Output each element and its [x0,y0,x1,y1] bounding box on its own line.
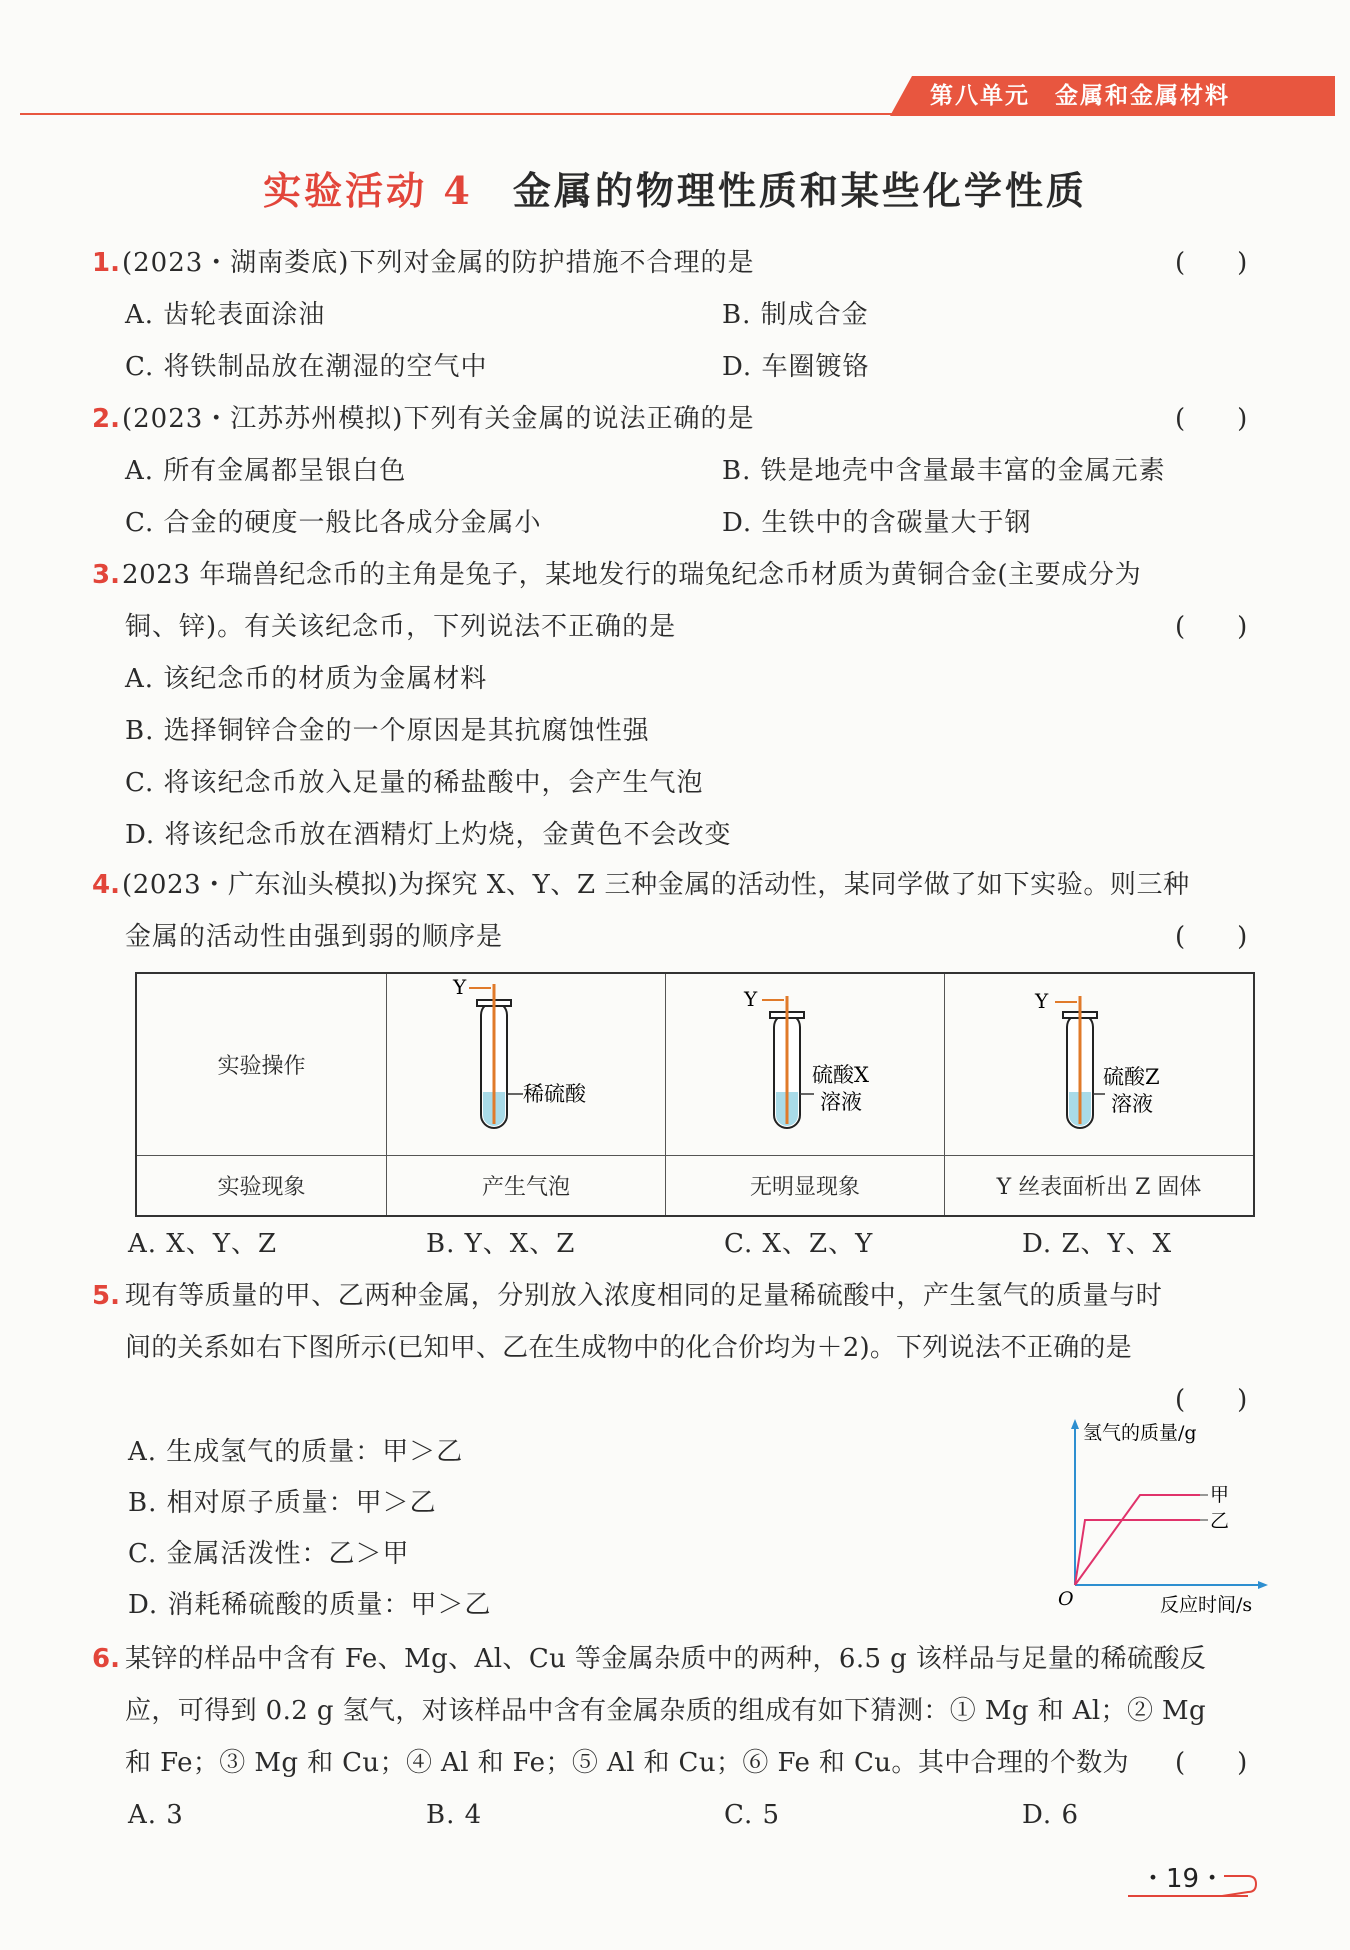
graph-label-yi: 乙 [1210,1510,1230,1532]
q5-option-d: D. 消耗稀硫酸的质量：甲＞乙 [128,1590,492,1620]
q4-option-a: A. X、Y、Z [128,1229,278,1259]
q6-number: 6. [92,1644,120,1674]
q1-option-a: A. 齿轮表面涂油 [125,300,326,330]
table-head-operation: 实验操作 [136,973,387,1156]
q2-option-c: C. 合金的硬度一般比各成分金属小 [125,508,542,538]
q6-stem-line1: 某锌的样品中含有 Fe、Mg、Al、Cu 等金属杂质中的两种，6.5 g 该样品与足量的稀硫酸反 [125,1644,1207,1674]
graph-ylabel: 氢气的质量/g [1083,1422,1197,1444]
q5-option-c: C. 金属活泼性：乙＞甲 [128,1539,410,1569]
tube3-metal: Y [1035,989,1049,1013]
tube-cell-1 [387,973,666,1156]
tube-cell-3 [945,973,1255,1156]
q5-stem-line1: 现有等质量的甲、乙两种金属，分别放入浓度相同的足量稀硫酸中，产生氢气的质量与时 [125,1281,1163,1311]
q3-option-b: B. 选择铜锌合金的一个原因是其抗腐蚀性强 [125,716,650,746]
tube2-liquid-line1: 硫酸X [812,1063,869,1087]
page-title [0,160,1350,215]
q1-number: 1. [92,248,120,278]
page-number: ・19・ [1140,1864,1226,1894]
phenomenon-3: Y 丝表面析出 Z 固体 [945,1156,1255,1216]
q4-option-c: C. X、Z、Y [724,1229,874,1259]
experiment-table [135,972,1255,1217]
table-row-operation [136,973,1254,1156]
tube2-liquid-line2: 溶液 [820,1090,862,1114]
q4-stem-line1: (2023・广东汕头模拟)为探究 X、Y、Z 三种金属的活动性，某同学做了如下实验。则三种 [122,870,1190,900]
tube-cell-2 [666,973,945,1156]
q6-option-a: A. 3 [128,1800,184,1830]
q6-option-d: D. 6 [1022,1800,1079,1830]
q6-stem-line2: 应，可得到 0.2 g 氢气，对该样品中含有金属杂质的组成有如下猜测：① Mg 和 Al；② Mg [125,1696,1207,1726]
q1-stem: (2023・湖南娄底)下列对金属的防护措施不合理的是 [122,248,755,278]
tube3-liquid-line1: 硫酸Z [1103,1065,1160,1089]
hydrogen-mass-graph [1050,1415,1285,1615]
q4-option-b: B. Y、X、Z [426,1229,576,1259]
tube2-metal: Y [744,987,758,1011]
curve-jia [1075,1495,1200,1585]
q6-option-c: C. 5 [724,1800,781,1830]
graph-origin: O [1058,1588,1074,1610]
q1-option-b: B. 制成合金 [722,300,869,330]
q2-option-a: A. 所有金属都呈银白色 [125,456,407,486]
phenomenon-2: 无明显现象 [666,1156,945,1216]
q2-option-b: B. 铁是地壳中含量最丰富的金属元素 [722,456,1166,486]
q2-answer-paren[interactable]: ( ) [1175,404,1248,434]
q3-answer-paren[interactable]: ( ) [1175,612,1248,642]
q1-option-c: C. 将铁制品放在潮湿的空气中 [125,352,488,382]
q2-number: 2. [92,404,120,434]
q1-option-d: D. 车圈镀铬 [722,352,870,382]
curve-yi [1075,1520,1200,1585]
q4-stem-line2: 金属的活动性由强到弱的顺序是 [125,922,504,952]
q6-stem-line3: 和 Fe；③ Mg 和 Cu；④ Al 和 Fe；⑤ Al 和 Cu；⑥ Fe 和 Cu。其中合理的个数为 [125,1748,1130,1778]
q3-stem-line1: 2023 年瑞兽纪念币的主角是兔子，某地发行的瑞兔纪念币材质为黄铜合金(主要成分为 [122,560,1142,590]
title-prefix: 实验活动 4 [263,168,473,213]
unit-title: 第八单元 金属和金属材料 [930,83,1230,109]
tube1-metal: Y [453,975,467,999]
q5-option-a: A. 生成氢气的质量：甲＞乙 [128,1437,464,1467]
q3-option-a: A. 该纪念币的材质为金属材料 [125,664,488,694]
phenomenon-1: 产生气泡 [387,1156,666,1216]
q2-option-d: D. 生铁中的含碳量大于钢 [722,508,1032,538]
q4-option-d: D. Z、Y、X [1022,1229,1173,1259]
q3-option-c: C. 将该纪念币放入足量的稀盐酸中，会产生气泡 [125,768,704,798]
q3-number: 3. [92,560,120,590]
q5-option-b: B. 相对原子质量：甲＞乙 [128,1488,437,1518]
q5-stem-line2: 间的关系如右下图所示(已知甲、乙在生成物中的化合价均为＋2)。下列说法不正确的是 [125,1333,1132,1363]
graph-label-jia: 甲 [1210,1484,1230,1506]
test-tube-z-sulfate [945,974,1253,1149]
table-head-phenomenon: 实验现象 [136,1156,387,1216]
q4-answer-paren[interactable]: ( ) [1175,922,1248,952]
q2-stem: (2023・江苏苏州模拟)下列有关金属的说法正确的是 [122,404,755,434]
tube1-liquid: 稀硫酸 [523,1082,586,1106]
q3-option-d: D. 将该纪念币放在酒精灯上灼烧，金黄色不会改变 [125,820,732,850]
q5-answer-paren[interactable]: ( ) [1175,1385,1248,1415]
title-main: 金属的物理性质和某些化学性质 [512,168,1087,213]
q6-option-b: B. 4 [426,1800,483,1830]
graph-xlabel: 反应时间/s [1160,1594,1253,1615]
q4-number: 4. [92,870,120,900]
q1-answer-paren[interactable]: ( ) [1175,248,1248,278]
footer-swoosh-icon [1222,1866,1262,1898]
q5-number: 5. [92,1281,120,1311]
q3-stem-line2: 铜、锌)。有关该纪念币，下列说法不正确的是 [125,612,677,642]
q6-answer-paren[interactable]: ( ) [1175,1748,1248,1778]
table-row-phenomenon [136,1156,1254,1216]
tube3-liquid-line2: 溶液 [1111,1092,1153,1116]
test-tube-x-sulfate [666,974,944,1149]
test-tube-dilute-sulfuric-acid [387,974,665,1149]
